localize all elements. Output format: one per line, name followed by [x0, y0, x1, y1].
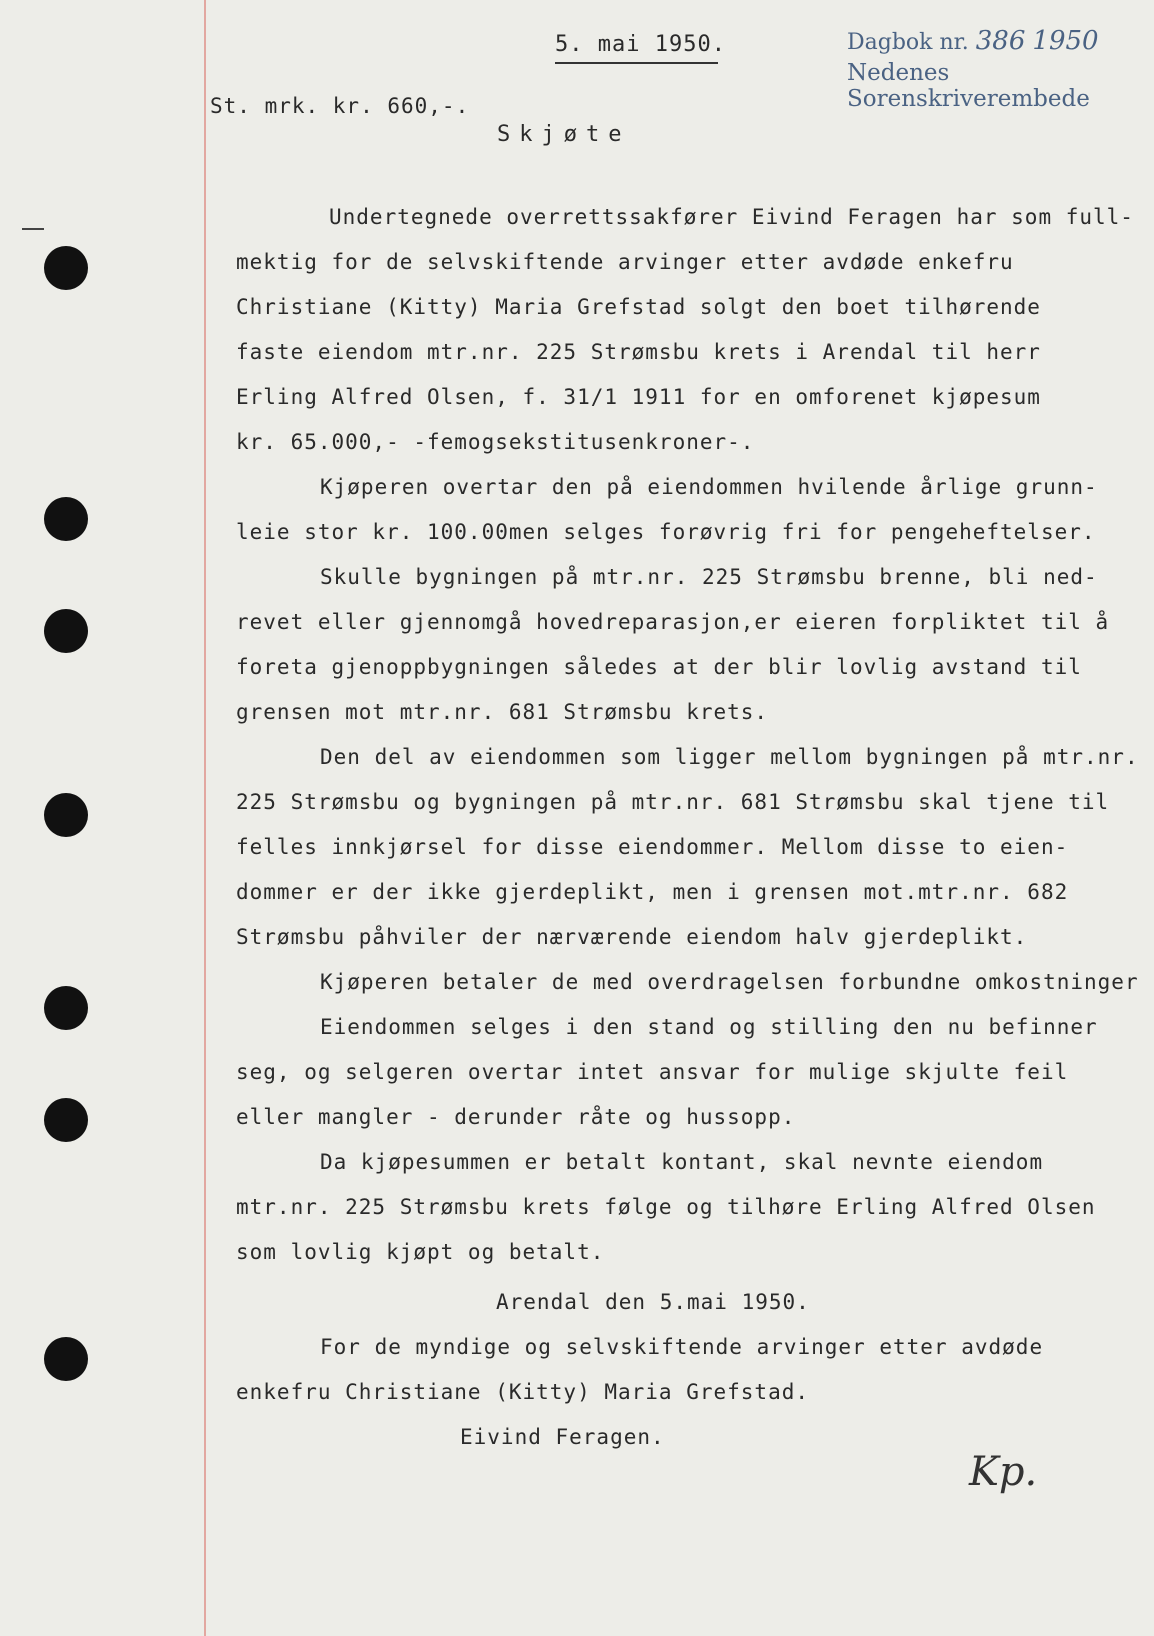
- text-line: mektig for de selvskiftende arvinger etter avdøde enkefru: [236, 250, 1014, 274]
- text-line: Kjøperen betaler de med overdragelsen forbundne omkostninger: [320, 970, 1139, 994]
- punch-hole: [44, 793, 88, 837]
- punch-hole: [44, 986, 88, 1030]
- text-line: kr. 65.000,- -femogsekstitusenkroner-.: [236, 430, 755, 454]
- text-line: Kjøperen overtar den på eiendommen hvilende årlige grunn-: [320, 475, 1098, 499]
- date-underline: [555, 62, 718, 64]
- text-line: Christiane (Kitty) Maria Grefstad solgt den boet tilhørende: [236, 295, 1041, 319]
- handwritten-initials: Kp.: [969, 1449, 1038, 1495]
- text-line: Skulle bygningen på mtr.nr. 225 Strømsbu brenne, bli ned-: [320, 565, 1098, 589]
- text-line: Strømsbu påhviler der nærværende eiendom halv gjerdeplikt.: [236, 925, 1028, 949]
- text-line: Undertegnede overrettssakfører Eivind Feragen har som full-: [329, 205, 1134, 229]
- text-line: revet eller gjennomgå hovedreparasjon,er eieren forpliktet til å: [236, 610, 1110, 634]
- text-line: For de myndige og selvskiftende arvinger etter avdøde: [320, 1335, 1044, 1359]
- text-line: Den del av eiendommen som ligger mellom bygningen på mtr.nr.: [320, 745, 1139, 769]
- text-line: mtr.nr. 225 Strømsbu krets følge og tilhøre Erling Alfred Olsen: [236, 1195, 1096, 1219]
- stamp-number: 386: [975, 26, 1026, 56]
- text-line: eller mangler - derunder råte og hussopp.: [236, 1105, 796, 1129]
- text-line: seg, og selgeren overtar intet ansvar for mulige skjulte feil: [236, 1060, 1069, 1084]
- punch-hole: [44, 497, 88, 541]
- punch-hole: [44, 246, 88, 290]
- text-line: 225 Strømsbu og bygningen på mtr.nr. 681 Strømsbu skal tjene til: [236, 790, 1110, 814]
- punch-hole: [44, 609, 88, 653]
- stamp-office: Nedenes Sorenskriverembede: [847, 60, 1090, 112]
- punch-hole: [44, 1337, 88, 1381]
- stamp-duty: St. mrk. kr. 660,-.: [210, 94, 470, 118]
- text-line: Erling Alfred Olsen, f. 31/1 1911 for en omforenet kjøpesum: [236, 385, 1041, 409]
- text-line: leie stor kr. 100.00men selges forøvrig fri for pengeheftelser.: [236, 520, 1096, 544]
- document-date: 5. mai 1950.: [555, 32, 726, 57]
- text-line: felles innkjørsel for disse eiendommer. Mellom disse to eien-: [236, 835, 1069, 859]
- place-date: Arendal den 5.mai 1950.: [496, 1290, 810, 1314]
- text-line: Da kjøpesummen er betalt kontant, skal nevnte eiendom: [320, 1150, 1044, 1174]
- stamp-prefix: Dagbok nr.: [847, 30, 969, 55]
- text-line: foreta gjenoppbygningen således at der blir lovlig avstand til: [236, 655, 1082, 679]
- stamp-year: 1950: [1032, 26, 1099, 56]
- text-line: dommer er der ikke gjerdeplikt, men i grensen mot.mtr.nr. 682: [236, 880, 1069, 904]
- text-line: enkefru Christiane (Kitty) Maria Grefstad.: [236, 1380, 810, 1404]
- signatory-name: Eivind Feragen.: [460, 1425, 665, 1449]
- margin-rule: [204, 0, 206, 1636]
- text-line: Eiendommen selges i den stand og stilling den nu befinner: [320, 1015, 1098, 1039]
- document-title: Skjøte: [497, 122, 631, 147]
- text-line: faste eiendom mtr.nr. 225 Strømsbu krets i Arendal til herr: [236, 340, 1041, 364]
- text-line: grensen mot mtr.nr. 681 Strømsbu krets.: [236, 700, 769, 724]
- text-line: som lovlig kjøpt og betalt.: [236, 1240, 605, 1264]
- registry-stamp: [847, 26, 1154, 112]
- margin-tick: [22, 228, 44, 230]
- punch-hole: [44, 1098, 88, 1142]
